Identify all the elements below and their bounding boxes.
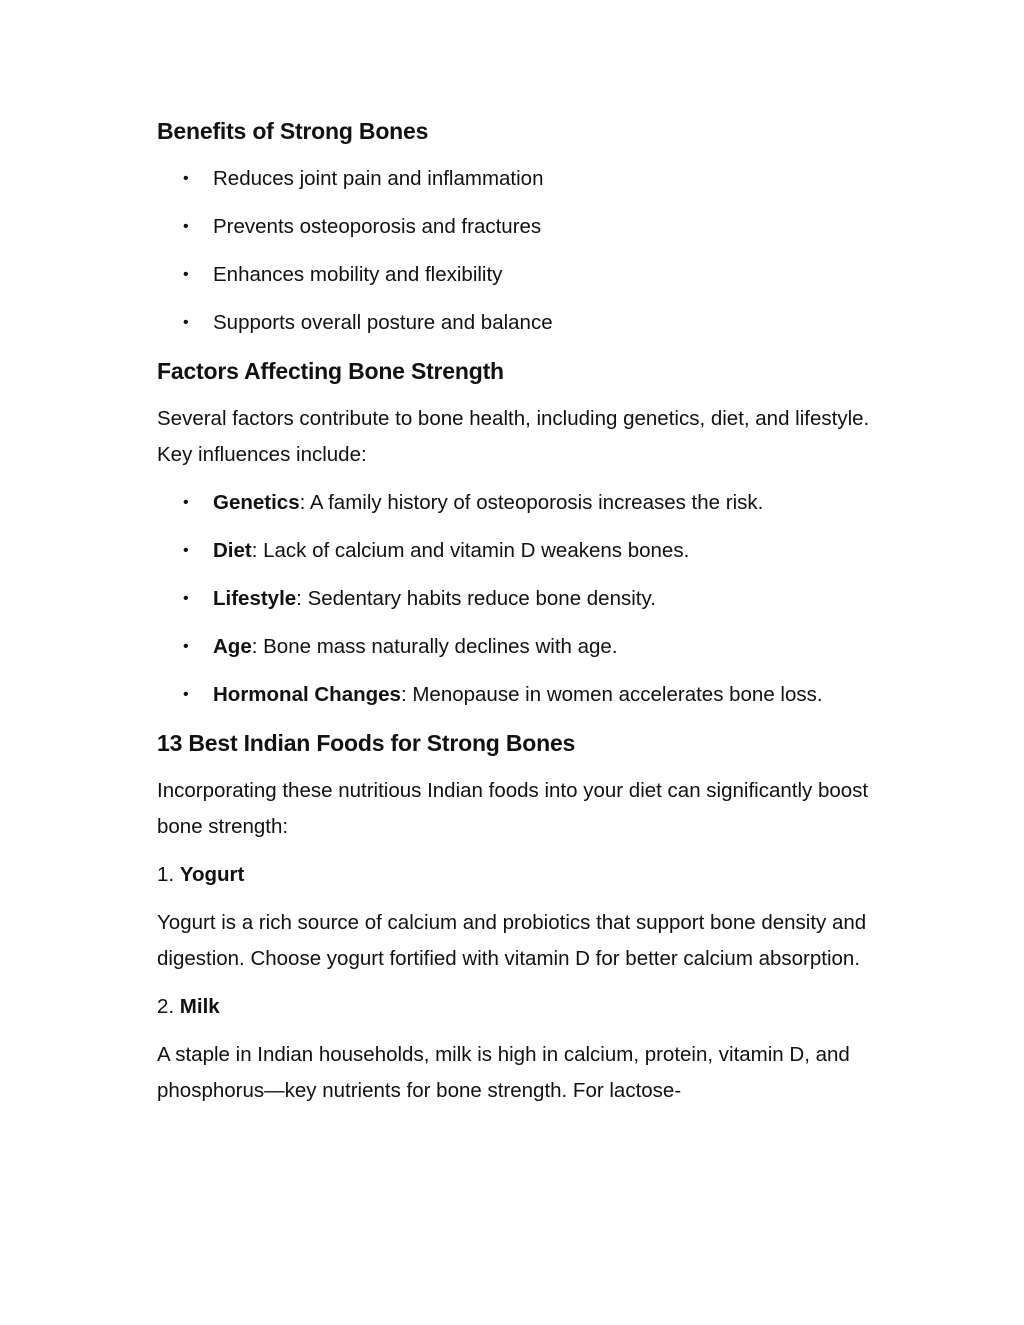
factors-list (157, 485, 877, 713)
list-item-term: Genetics (213, 491, 300, 514)
food-item-title (157, 857, 877, 893)
bullet-icon: • (183, 638, 189, 655)
bullet-icon: • (183, 590, 189, 607)
foods-intro: Incorporating these nutritious Indian foods into your diet can significantly boost bone strength: (157, 779, 869, 838)
document-page (157, 113, 877, 1121)
list-item-text: : A family history of osteoporosis increases the risk. (299, 491, 764, 514)
food-item-name: Milk (179, 995, 220, 1018)
list-item-term: Diet (213, 539, 252, 562)
list-item (157, 161, 877, 197)
factors-heading: Factors Affecting Bone Strength (157, 358, 504, 384)
list-item-text: Reduces joint pain and inflammation (213, 167, 544, 190)
bullet-icon: • (183, 314, 189, 331)
benefits-heading: Benefits of Strong Bones (157, 118, 429, 144)
food-item-title (157, 989, 877, 1025)
food-item-number: 1. (157, 863, 180, 886)
bullet-icon: • (183, 542, 189, 559)
food-item-name: Yogurt (179, 863, 245, 886)
bullet-icon: • (183, 266, 189, 283)
bullet-icon: • (183, 170, 189, 187)
list-item-text: : Bone mass naturally declines with age. (251, 635, 618, 658)
list-item-text: Prevents osteoporosis and fractures (213, 215, 542, 238)
list-item (157, 209, 877, 245)
list-item (157, 677, 877, 713)
list-item-text: : Sedentary habits reduce bone density. (296, 587, 656, 610)
list-item-text: : Menopause in women accelerates bone loss. (400, 683, 823, 706)
list-item (157, 629, 877, 665)
factors-intro: Several factors contribute to bone health, including genetics, diet, and lifestyle. Key influences include: (157, 407, 870, 466)
list-item-text: : Lack of calcium and vitamin D weakens bones. (251, 539, 690, 562)
list-item (157, 257, 877, 293)
list-item-term: Age (213, 635, 252, 658)
food-item-description: Yogurt is a rich source of calcium and probiotics that support bone density and digestion. Choose yogurt fortified with vitamin D for better calcium absorption. (157, 911, 867, 970)
list-item (157, 485, 877, 521)
list-item (157, 581, 877, 617)
bullet-icon: • (183, 218, 189, 235)
food-item-description: A staple in Indian households, milk is high in calcium, protein, vitamin D, and phosphorus—key nutrients for bone strength. For lactose- (157, 1043, 850, 1102)
benefits-list (157, 161, 877, 341)
list-item-text: Enhances mobility and flexibility (213, 263, 503, 286)
list-item-term: Lifestyle (213, 587, 297, 610)
list-item (157, 533, 877, 569)
food-item-number: 2. (157, 995, 180, 1018)
bullet-icon: • (183, 494, 189, 511)
list-item (157, 305, 877, 341)
list-item-text: Supports overall posture and balance (213, 311, 553, 334)
bullet-icon: • (183, 686, 189, 703)
foods-heading: 13 Best Indian Foods for Strong Bones (157, 730, 576, 756)
list-item-term: Hormonal Changes (213, 683, 401, 706)
